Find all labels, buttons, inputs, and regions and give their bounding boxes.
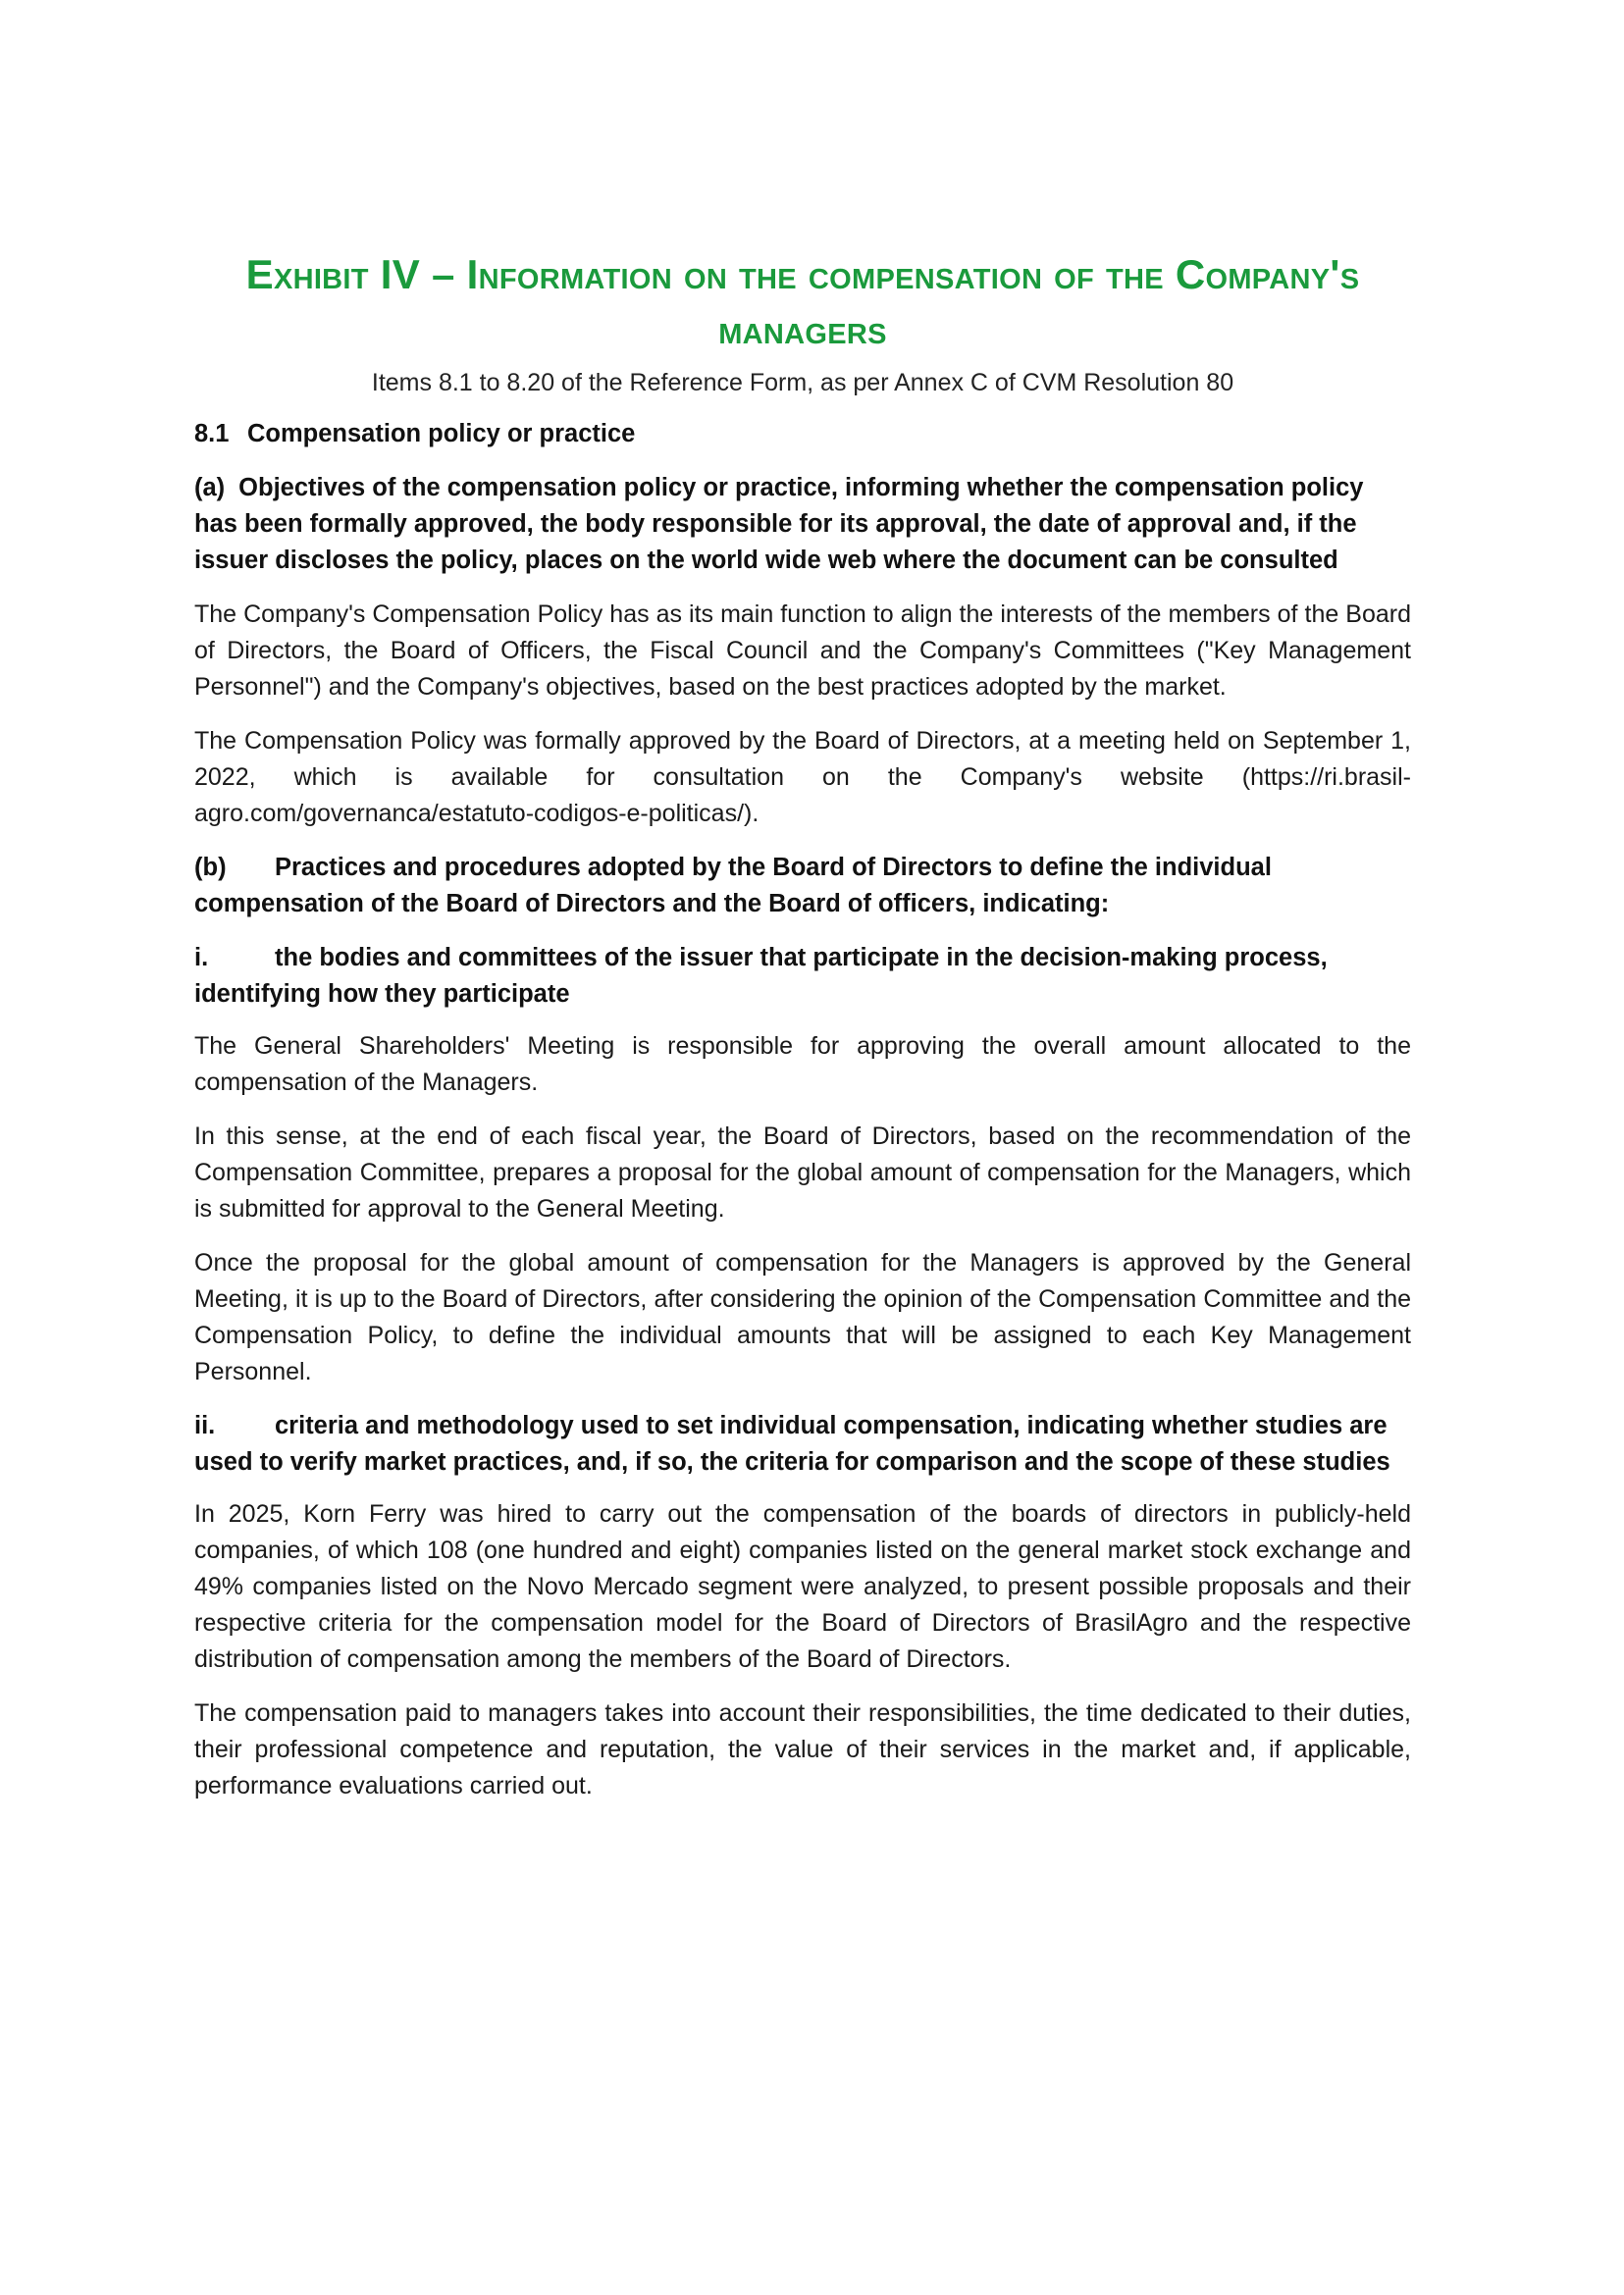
section-number: 8.1 <box>194 420 230 447</box>
paragraph: The Company's Compensation Policy has as its main function to align the interests of the members of the Board of Directors, the Board of Officers, the Fiscal Council and the Company's Committees ("Key Management Personnel") and the Company's objectives, based on the best practices adopted by the market. <box>194 600 1411 701</box>
item-a-heading-text: Objectives of the compensation policy or practice, informing whether the compensation policy has been formally approved, the body responsible for its approval, the date of approval and, if the issuer discloses the policy, places on the world wide web where the document can be consulted <box>194 474 1364 574</box>
paragraph: In this sense, at the end of each fiscal year, the Board of Directors, based on the recommendation of the Compensation Committee, prepares a proposal for the global amount of compensation for the Managers, which is submitted for approval to the General Meeting. <box>194 1122 1411 1223</box>
section-heading <box>194 416 1411 452</box>
page-subtitle: Items 8.1 to 8.20 of the Reference Form, as per Annex C of CVM Resolution 80 <box>371 369 1234 396</box>
item-i-heading <box>194 940 1411 1013</box>
page-title: Exhibit IV – Information on the compensation of the Company's managers <box>245 251 1360 352</box>
paragraph: In 2025, Korn Ferry was hired to carry out the compensation of the boards of directors in publicly-held companies, of which 108 (one hundred and eight) companies listed on the general market stock exchange and 49% companies listed on the Novo Mercado segment were analyzed, to present possible proposals and their respective criteria for the compensation model for the Board of Directors of BrasilAgro and the respective distribution of compensation among the members of the Board of Directors. <box>194 1500 1411 1673</box>
item-b-marker: (b) <box>194 854 227 881</box>
section-title: Compensation policy or practice <box>247 420 636 447</box>
item-b-heading <box>194 850 1411 922</box>
paragraph: The compensation paid to managers takes into account their responsibilities, the time dedicated to their duties, their professional competence and reputation, the value of their services in the market and, if applicable, performance evaluations carried out. <box>194 1699 1411 1799</box>
item-ii-heading-text: criteria and methodology used to set individual compensation, indicating whether studies are used to verify market practices, and, if so, the criteria for comparison and the scope of these studies <box>194 1412 1390 1476</box>
item-a-heading <box>194 470 1411 579</box>
item-ii-marker: ii. <box>194 1412 216 1439</box>
item-a-marker: (a) <box>194 474 226 501</box>
paragraph: Once the proposal for the global amount of compensation for the Managers is approved by the General Meeting, it is up to the Board of Directors, after considering the opinion of the Compensation Committee and the Compensation Policy, to define the individual amounts that will be assigned to each Key Management Personnel. <box>194 1249 1411 1385</box>
paragraph: The General Shareholders' Meeting is responsible for approving the overall amount allocated to the compensation of the Managers. <box>194 1032 1411 1096</box>
item-i-marker: i. <box>194 944 209 971</box>
document-page <box>194 247 1411 1822</box>
item-b-heading-text: Practices and procedures adopted by the Board of Directors to define the individual compensation of the Board of Directors and the Board of officers, indicating: <box>194 854 1272 917</box>
paragraph: The Compensation Policy was formally approved by the Board of Directors, at a meeting held on September 1, 2022, which is available for consultation on the Company's website (https://ri.brasil-agro.com/governanca/estatuto-codigos-e-politicas/). <box>194 727 1411 827</box>
item-ii-heading <box>194 1408 1411 1481</box>
item-i-heading-text: the bodies and committees of the issuer that participate in the decision-making process, identifying how they participate <box>194 944 1328 1008</box>
